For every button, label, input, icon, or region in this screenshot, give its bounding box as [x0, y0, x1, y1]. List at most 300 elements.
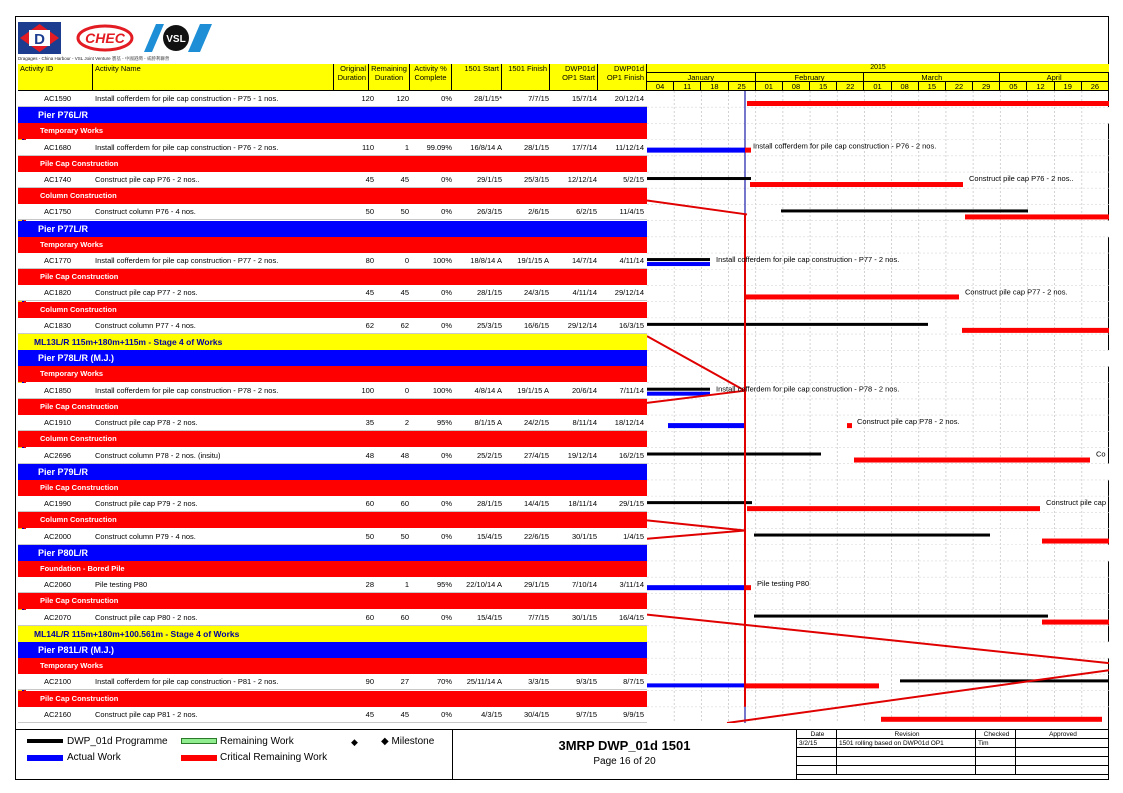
chart-band	[647, 221, 1109, 237]
op1-finish: 11/4/15	[619, 207, 644, 216]
original-duration: 100	[361, 386, 374, 395]
legend-actual-swatch	[27, 755, 63, 761]
activity-name: Install cofferdem for pile cap construction - P81 - 2 nos.	[95, 677, 279, 686]
finish-date: 19/1/15 A	[517, 386, 549, 395]
legend-critical-swatch	[181, 755, 217, 761]
remaining-duration: 60	[400, 499, 409, 508]
actual-bar	[668, 423, 745, 428]
activity-name: Install cofferdem for pile cap construction - P78 - 2 nos.	[95, 386, 279, 395]
timescale-day: 22	[946, 82, 973, 91]
relationship-line	[647, 520, 745, 530]
activity-row	[18, 383, 647, 399]
chart-band	[647, 545, 1109, 561]
activity-id: AC2160	[44, 710, 72, 719]
pier-band: Pier P78L/R (M.J.)	[18, 350, 647, 366]
programme-bar	[754, 534, 990, 537]
original-duration: 60	[365, 613, 374, 622]
critical-bar	[1042, 620, 1109, 625]
bar-label: Construct pile cap	[1046, 498, 1107, 508]
activity-name: Construct column P77 - 4 nos.	[95, 321, 196, 330]
bar-label: Install cofferdem for pile cap construction - P78 - 2 nos.	[716, 384, 900, 394]
finish-date: 24/2/15	[523, 418, 549, 427]
actual-bar	[647, 585, 745, 590]
col-op1-finish: DWP01d OP1 Finish	[598, 64, 647, 91]
legend-critical: Critical Remaining Work	[220, 752, 328, 763]
critical-bar	[746, 294, 959, 299]
start-date: 25/11/14 A	[466, 677, 502, 686]
rev-header-approved: Approved	[1016, 730, 1109, 739]
timescale-day: 01	[756, 82, 783, 91]
bar-label: Install cofferdem for pile cap construction - P76 - 2 nos.	[753, 141, 937, 151]
start-date: 28/1/15*	[474, 94, 502, 103]
legend-milestone-icon: ◆	[351, 737, 358, 747]
op1-start: 12/12/14	[567, 175, 597, 184]
activity-name: Install cofferdem for pile cap construction - P76 - 2 nos.	[95, 143, 279, 152]
start-date: 22/10/14 A	[466, 580, 502, 589]
critical-bar	[854, 458, 1090, 463]
activity-pct: 0%	[441, 451, 452, 460]
activity-name: Construct pile cap P81 - 2 nos.	[95, 710, 198, 719]
timescale-day: 15	[810, 82, 837, 91]
timescale-day: 11	[674, 82, 701, 91]
timescale-day: 12	[1027, 82, 1054, 91]
original-duration: 35	[365, 418, 374, 427]
critical-bar	[750, 182, 963, 187]
op1-finish: 16/2/15	[618, 451, 644, 460]
op1-start: 18/11/14	[568, 499, 597, 508]
rev-empty	[1016, 757, 1109, 766]
remaining-duration: 0	[404, 386, 409, 395]
activity-pct: 99.09%	[426, 143, 452, 152]
activity-id: AC2696	[44, 451, 72, 460]
op1-start: 4/11/14	[572, 288, 597, 297]
remaining-duration: 1	[404, 580, 409, 589]
start-date: 16/8/14 A	[470, 143, 502, 152]
work-type-band: Pile Cap Construction	[18, 691, 647, 707]
work-type-band: Temporary Works	[18, 366, 647, 382]
finish-date: 27/4/15	[523, 451, 549, 460]
activity-name: Construct column P76 - 4 nos.	[95, 207, 196, 216]
start-date: 4/8/14 A	[474, 386, 502, 395]
remaining-duration: 60	[400, 613, 409, 622]
activity-name: Construct column P79 - 4 nos.	[95, 532, 196, 541]
timescale-day: 22	[837, 82, 864, 91]
activity-id: AC1990	[44, 499, 72, 508]
work-type-band: Pile Cap Construction	[18, 593, 647, 609]
start-date: 28/1/15	[476, 499, 502, 508]
rev-empty	[837, 766, 976, 775]
finish-date: 14/4/15	[523, 499, 549, 508]
activity-pct: 0%	[441, 207, 452, 216]
original-duration: 50	[365, 207, 374, 216]
op1-finish: 18/12/14	[614, 418, 644, 427]
activity-row	[18, 707, 647, 723]
stage-band: ML13L/R 115m+180m+115m - Stage 4 of Works	[18, 334, 647, 350]
start-date: 26/3/15	[476, 207, 502, 216]
activity-pct: 100%	[432, 256, 452, 265]
col-start: 1501 Start	[452, 64, 502, 91]
activity-name: Construct pile cap P76 - 2 nos..	[95, 175, 200, 184]
activity-pct: 0%	[441, 94, 452, 103]
activity-row	[18, 496, 647, 512]
remaining-duration: 1	[404, 143, 409, 152]
programme-bar	[900, 679, 1109, 682]
revision-box	[796, 729, 1109, 780]
activity-row	[18, 610, 647, 626]
op1-finish: 3/11/14	[619, 580, 644, 589]
rev-empty	[797, 757, 837, 766]
actual-bar	[647, 262, 710, 266]
bar-label: Construct pile cap P77 - 2 nos.	[965, 287, 1068, 297]
activity-row	[18, 253, 647, 269]
finish-date: 24/3/15	[523, 288, 549, 297]
programme-bar	[647, 388, 710, 391]
work-type-band: Column Construction	[18, 431, 647, 447]
critical-bar	[745, 683, 879, 688]
finish-date: 3/3/15	[528, 677, 549, 686]
activity-id: AC2070	[44, 613, 72, 622]
activity-name: Install cofferdem for pile cap construction - P77 - 2 nos.	[95, 256, 279, 265]
activity-id: AC1680	[44, 143, 72, 152]
timescale-day: 26	[1082, 82, 1109, 91]
remaining-duration: 2	[404, 418, 409, 427]
activity-name: Construct column P78 - 2 nos. (insitu)	[95, 451, 221, 460]
op1-start: 9/3/15	[576, 677, 597, 686]
actual-bar	[647, 392, 710, 396]
timescale-day: 05	[1000, 82, 1027, 91]
rev-empty	[976, 757, 1016, 766]
activity-row	[18, 140, 647, 156]
remaining-duration: 62	[400, 321, 409, 330]
work-type-band: Pile Cap Construction	[18, 156, 647, 172]
work-type-band: Column Construction	[18, 188, 647, 204]
op1-finish: 11/12/14	[615, 143, 644, 152]
work-type-band: Foundation - Bored Pile	[18, 561, 647, 577]
critical-bar	[881, 717, 1102, 722]
activity-pct: 70%	[436, 677, 452, 686]
programme-bar	[754, 615, 1048, 618]
activity-id: AC1740	[44, 175, 72, 184]
timescale-month: January	[647, 73, 756, 82]
col-op1-start: DWP01d OP1 Start	[550, 64, 598, 91]
start-date: 25/2/15	[476, 451, 502, 460]
activity-row	[18, 529, 647, 545]
col-finish: 1501 Finish	[502, 64, 550, 91]
title-block	[452, 729, 796, 780]
finish-date: 30/4/15	[523, 710, 549, 719]
pier-band: Pier P76L/R	[18, 107, 647, 123]
timescale-month: March	[864, 73, 1000, 82]
start-date: 25/3/15	[476, 321, 502, 330]
finish-date: 7/7/15	[528, 613, 549, 622]
original-duration: 45	[365, 175, 374, 184]
timescale-day: 25	[729, 82, 756, 91]
finish-date: 2/6/15	[528, 207, 549, 216]
pier-band: Pier P81L/R (M.J.)	[18, 642, 647, 658]
programme-bar	[647, 177, 751, 180]
original-duration: 62	[365, 321, 374, 330]
original-duration: 45	[365, 710, 374, 719]
activity-name: Pile testing P80	[95, 580, 148, 589]
op1-start: 30/1/15	[571, 532, 597, 541]
remaining-duration: 50	[400, 207, 409, 216]
activity-id: AC1750	[44, 207, 72, 216]
chart-band	[647, 464, 1109, 480]
original-duration: 48	[365, 451, 374, 460]
programme-bar	[647, 258, 710, 261]
pier-band: Pier P77L/R	[18, 221, 647, 237]
pier-band: Pier P80L/R	[18, 545, 647, 561]
activity-row	[18, 577, 647, 593]
rev-empty	[1016, 748, 1109, 757]
start-date: 29/1/15	[476, 175, 502, 184]
start-date: 28/1/15	[476, 288, 502, 297]
remaining-duration: 45	[400, 288, 409, 297]
op1-start: 6/2/15	[576, 207, 597, 216]
original-duration: 50	[365, 532, 374, 541]
op1-finish: 8/7/15	[623, 677, 644, 686]
work-type-band: Column Construction	[18, 512, 647, 528]
original-duration: 60	[365, 499, 374, 508]
op1-start: 9/7/15	[576, 710, 597, 719]
programme-bar	[647, 453, 821, 456]
op1-start: 30/1/15	[571, 613, 597, 622]
op1-finish: 29/12/14	[614, 288, 644, 297]
legend-actual: Actual Work	[67, 752, 121, 763]
chec-logo	[76, 24, 134, 52]
op1-finish: 29/1/15	[618, 499, 644, 508]
op1-start: 17/7/14	[571, 143, 597, 152]
activity-name: Construct pile cap P79 - 2 nos.	[95, 499, 198, 508]
activity-row	[18, 415, 647, 431]
activity-pct: 100%	[432, 386, 452, 395]
rev-empty	[797, 766, 837, 775]
start-date: 15/4/15	[476, 532, 502, 541]
start-date: 15/4/15	[476, 613, 502, 622]
timescale-day: 18	[701, 82, 728, 91]
op1-finish: 16/4/15	[618, 613, 644, 622]
op1-finish: 4/11/14	[619, 256, 644, 265]
actual-bar	[647, 683, 745, 687]
rev-header-checked: Checked	[976, 730, 1016, 739]
original-duration: 90	[365, 677, 374, 686]
relationship-line	[647, 531, 745, 539]
activity-pct: 95%	[436, 580, 452, 589]
activity-row	[18, 172, 647, 188]
remaining-duration: 0	[404, 256, 409, 265]
work-type-band: Temporary Works	[18, 237, 647, 253]
finish-date: 28/1/15	[523, 143, 549, 152]
chart-band	[647, 107, 1109, 123]
critical-bar	[962, 328, 1109, 333]
activity-pct: 0%	[441, 321, 452, 330]
activity-row	[18, 674, 647, 690]
original-duration: 80	[365, 256, 374, 265]
col-original-duration: Original Duration	[334, 64, 369, 91]
activity-pct: 95%	[436, 418, 452, 427]
programme-bar	[781, 209, 1028, 212]
dragages-logo	[18, 22, 61, 54]
timescale-day: 01	[864, 82, 891, 91]
remaining-duration: 27	[400, 677, 409, 686]
timescale-year: 2015	[647, 64, 1109, 73]
rev-empty	[976, 748, 1016, 757]
activity-row	[18, 318, 647, 334]
programme-bar	[647, 501, 752, 504]
vsl-logo	[142, 22, 214, 54]
col-remaining-duration: Remaining Duration	[369, 64, 410, 91]
activity-id: AC1850	[44, 386, 72, 395]
activity-id: AC1820	[44, 288, 72, 297]
activity-row	[18, 285, 647, 301]
op1-finish: 16/3/15	[618, 321, 644, 330]
critical-bar	[747, 506, 1040, 511]
finish-date: 19/1/15 A	[517, 256, 549, 265]
col-activity-id: Activity ID	[18, 64, 93, 91]
timescale-header	[647, 64, 1109, 91]
title-main: 3MRP DWP_01d 1501	[558, 738, 691, 753]
jv-caption: Dragages - China Harbour - VSL Joint Venture 寶基 - 中國港灣 - 威勝利聯營	[18, 56, 170, 61]
op1-finish: 7/11/14	[619, 386, 644, 395]
gantt-chart	[647, 91, 1109, 723]
activity-id: AC2060	[44, 580, 72, 589]
programme-bar	[647, 323, 928, 326]
activity-pct: 0%	[441, 710, 452, 719]
actual-bar	[647, 148, 745, 153]
rev-approved	[1016, 739, 1109, 748]
op1-finish: 1/4/15	[623, 532, 644, 541]
rev-empty	[837, 748, 976, 757]
activity-id: AC1910	[44, 418, 72, 427]
op1-start: 15/7/14	[571, 94, 597, 103]
op1-finish: 5/2/15	[623, 175, 644, 184]
start-date: 8/1/15 A	[474, 418, 502, 427]
remaining-duration: 45	[400, 710, 409, 719]
activity-id: AC1770	[44, 256, 72, 265]
op1-finish: 9/9/15	[623, 710, 644, 719]
work-type-band: Temporary Works	[18, 658, 647, 674]
op1-start: 19/12/14	[567, 451, 597, 460]
activity-pct: 0%	[441, 499, 452, 508]
op1-start: 29/12/14	[567, 321, 597, 330]
activity-pct: 0%	[441, 288, 452, 297]
rev-date: 3/2/15	[797, 739, 837, 748]
bar-label: Construct pile cap P76 - 2 nos..	[969, 174, 1074, 184]
legend-programme-swatch	[27, 739, 63, 743]
legend-milestone: ◆ Milestone	[381, 736, 435, 747]
finish-date: 29/1/15	[523, 580, 549, 589]
activity-id: AC1830	[44, 321, 72, 330]
rev-empty	[1016, 766, 1109, 775]
op1-start: 8/11/14	[572, 418, 597, 427]
bar-label: Construct pile cap P78 - 2 nos.	[857, 417, 960, 427]
vsl-logo-text: VSL	[166, 34, 186, 45]
timescale-day: 19	[1055, 82, 1082, 91]
remaining-duration: 45	[400, 175, 409, 184]
bar-label: Pile testing P80	[757, 579, 810, 589]
legend	[15, 729, 452, 781]
legend-programme: DWP_01d Programme	[67, 736, 168, 747]
activity-name: Construct pile cap P78 - 2 nos.	[95, 418, 198, 427]
activity-row	[18, 448, 647, 464]
original-duration: 45	[365, 288, 374, 297]
work-type-band: Pile Cap Construction	[18, 480, 647, 496]
timescale-day: 29	[973, 82, 1000, 91]
activity-pct: 0%	[441, 532, 452, 541]
timescale-month: February	[756, 73, 865, 82]
work-type-band: Temporary Works	[18, 123, 647, 139]
finish-date: 25/3/15	[523, 175, 549, 184]
critical-bar	[745, 148, 751, 153]
gantt-svg	[647, 91, 1109, 723]
critical-bar	[747, 101, 1109, 106]
start-date: 18/8/14 A	[470, 256, 502, 265]
timescale-day: 08	[892, 82, 919, 91]
op1-start: 7/10/14	[571, 580, 597, 589]
op1-finish: 20/12/14	[614, 94, 644, 103]
activity-id: AC2000	[44, 532, 72, 541]
work-type-band: Column Construction	[18, 302, 647, 318]
chart-band	[647, 350, 1109, 366]
finish-date: 22/6/15	[523, 532, 549, 541]
col-activity-name: Activity Name	[93, 64, 334, 91]
rev-header-date: Date	[797, 730, 837, 739]
op1-start: 20/6/14	[571, 386, 597, 395]
critical-bar	[1042, 539, 1109, 544]
activity-row	[18, 204, 647, 220]
activity-pct: 0%	[441, 613, 452, 622]
timescale-day: 08	[783, 82, 810, 91]
timescale-month: April	[1000, 73, 1109, 82]
legend-remaining-swatch	[181, 738, 217, 744]
original-duration: 120	[361, 94, 374, 103]
timescale-day: 15	[919, 82, 946, 91]
op1-start: 14/7/14	[571, 256, 597, 265]
start-date: 4/3/15	[481, 710, 502, 719]
rev-empty	[797, 748, 837, 757]
activity-id: AC1590	[44, 94, 72, 103]
critical-bar	[847, 423, 852, 428]
rev-header-revision: Revision	[837, 730, 976, 739]
rev-empty	[837, 757, 976, 766]
dragages-logo-letter: D	[34, 31, 45, 48]
rev-empty	[976, 766, 1016, 775]
original-duration: 28	[365, 580, 374, 589]
timescale-day: 04	[647, 82, 674, 91]
pier-band: Pier P79L/R	[18, 464, 647, 480]
relationship-line	[727, 670, 1109, 723]
original-duration: 110	[362, 143, 374, 152]
finish-date: 7/7/15	[528, 94, 549, 103]
critical-bar	[965, 214, 1109, 219]
remaining-duration: 50	[400, 532, 409, 541]
activity-pct: 0%	[441, 175, 452, 184]
activity-row	[18, 91, 647, 107]
bar-label: Install cofferdem for pile cap construction - P77 - 2 nos.	[716, 255, 900, 265]
rev-checked: Tim	[976, 739, 1016, 748]
legend-remaining: Remaining Work	[220, 736, 294, 747]
finish-date: 16/6/15	[523, 321, 549, 330]
relationship-line	[647, 200, 747, 214]
bar-label: Co	[1096, 449, 1106, 459]
page-number: Page 16 of 20	[593, 756, 656, 767]
chec-logo-text: CHEC	[85, 30, 125, 46]
activity-name: Construct pile cap P80 - 2 nos.	[95, 613, 198, 622]
work-type-band: Pile Cap Construction	[18, 269, 647, 285]
rev-description: 1501 rolling based on DWP01d OP1	[837, 739, 976, 748]
activity-name: Construct pile cap P77 - 2 nos.	[95, 288, 198, 297]
activity-name: Install cofferdem for pile cap construction - P75 - 1 nos.	[95, 94, 279, 103]
